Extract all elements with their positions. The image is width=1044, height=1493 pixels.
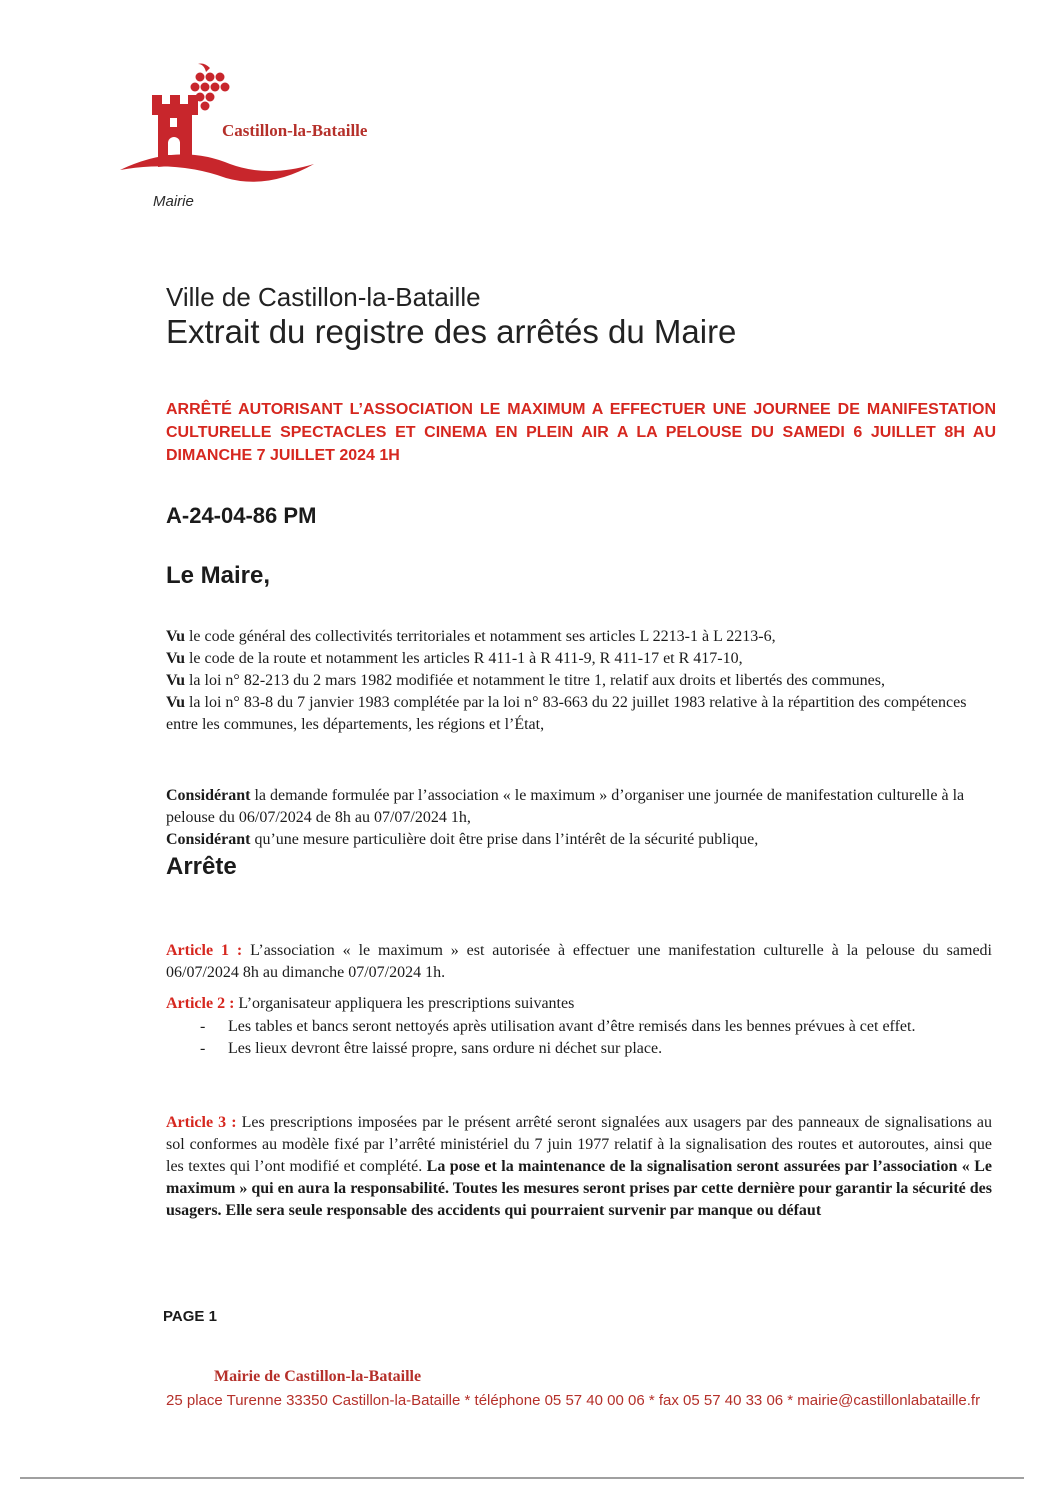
article-1-label: Article 1 :: [166, 942, 243, 959]
decree-reference: A-24-04-86 PM: [166, 503, 317, 528]
article-2-list: [200, 1016, 992, 1060]
arrete-heading: Arrête: [166, 853, 237, 880]
visa-line: Vu le code général des collectivités territoriales et notamment ses articles L 2213-1 à L 2213-6,: [166, 628, 776, 645]
visa-line: Vu la loi n° 82-213 du 2 mars 1982 modifiée et notamment le titre 1, relatif aux droits et libertés des communes,: [166, 672, 885, 689]
article-1: Article 1 : L’association « le maximum » est autorisée à effectuer une manifestation culturelle à la pelouse du samedi 06/07/2024 8h au dimanche 07/07/2024 1h.: [166, 942, 993, 981]
footer-mairie-name: Mairie de Castillon-la-Bataille: [214, 1368, 422, 1385]
article-3-label: Article 3 :: [166, 1114, 237, 1131]
visa-line: Vu le code de la route et notamment les articles R 411-1 à R 411-9, R 411-17 et R 417-10,: [166, 650, 743, 667]
visas-section: [166, 626, 992, 736]
considerant-line: Considérant qu’une mesure particulière doit être prise dans l’intérêt de la sécurité publique,: [166, 831, 759, 848]
considerant-line: Considérant la demande formulée par l’association « le maximum » d’organiser une journée de manifestation culturelle à la pelouse du 06/07/2024 de 8h au 07/07/2024 1h,: [166, 787, 965, 826]
page-title: Extrait du registre des arrêtés du Maire: [166, 313, 737, 350]
considerants-section: [166, 785, 992, 851]
bottom-rule: [20, 1477, 1024, 1479]
article-2: Article 2 : L’organisateur appliquera les prescriptions suivantes: [166, 995, 575, 1012]
footer-address: 25 place Turenne 33350 Castillon-la-Bataille * téléphone 05 57 40 00 06 * fax 05 57 40 33 06 * mairie@castillonlabataille.fr: [166, 1392, 981, 1409]
town-heading: Ville de Castillon-la-Bataille: [166, 282, 481, 312]
page-number: PAGE 1: [163, 1308, 217, 1325]
logo-mairie-label: Mairie: [153, 193, 194, 210]
le-maire-heading: Le Maire,: [166, 562, 271, 589]
list-item: - Les lieux devront être laissé propre, sans ordure ni déchet sur place.: [200, 1040, 663, 1057]
list-item: - Les tables et bancs seront nettoyés après utilisation avant d’être remisés dans les bennes prévues à cet effet.: [200, 1018, 916, 1035]
decree-title: ARRÊTÉ AUTORISANT L’ASSOCIATION LE MAXIMUM A EFFECTUER UNE JOURNEE DE MANIFESTATION CULTURELLE SPECTACLES ET CINEMA EN PLEIN AIR A LA PELOUSE DU SAMEDI 6 JUILLET 8H AU DIMANCHE 7 JUILLET 2024 1H: [166, 401, 996, 464]
visa-line: Vu la loi n° 83-8 du 7 janvier 1983 complétée par la loi n° 83-663 du 22 juillet 1983 relative à la répartition des compétences entre les communes, les départements, les régions et l’État,: [166, 694, 967, 733]
article-2-label: Article 2 :: [166, 995, 235, 1012]
swoosh-icon: [120, 154, 314, 181]
logo-town-name: Castillon-la-Bataille: [222, 121, 368, 140]
article-3: Article 3 : Les prescriptions imposées par le présent arrêté seront signalées aux usagers par des panneaux de signalisations au sol conformes au modèle fixé par l’arrêté ministériel du 7 juin 1977 relatif à la signalisation des routes et autoroutes, ainsi que les textes qui l’ont modifié et complété. La pose et la maintenance de la signalisation seront assurées par l’association « Le maximum » qui en aura la responsabilité. Toutes les mesures seront prises par cette dernière pour garantir la sécurité des usagers. Elle sera seule responsable des accidents qui pourraient survenir par manque ou défaut: [166, 1114, 993, 1219]
